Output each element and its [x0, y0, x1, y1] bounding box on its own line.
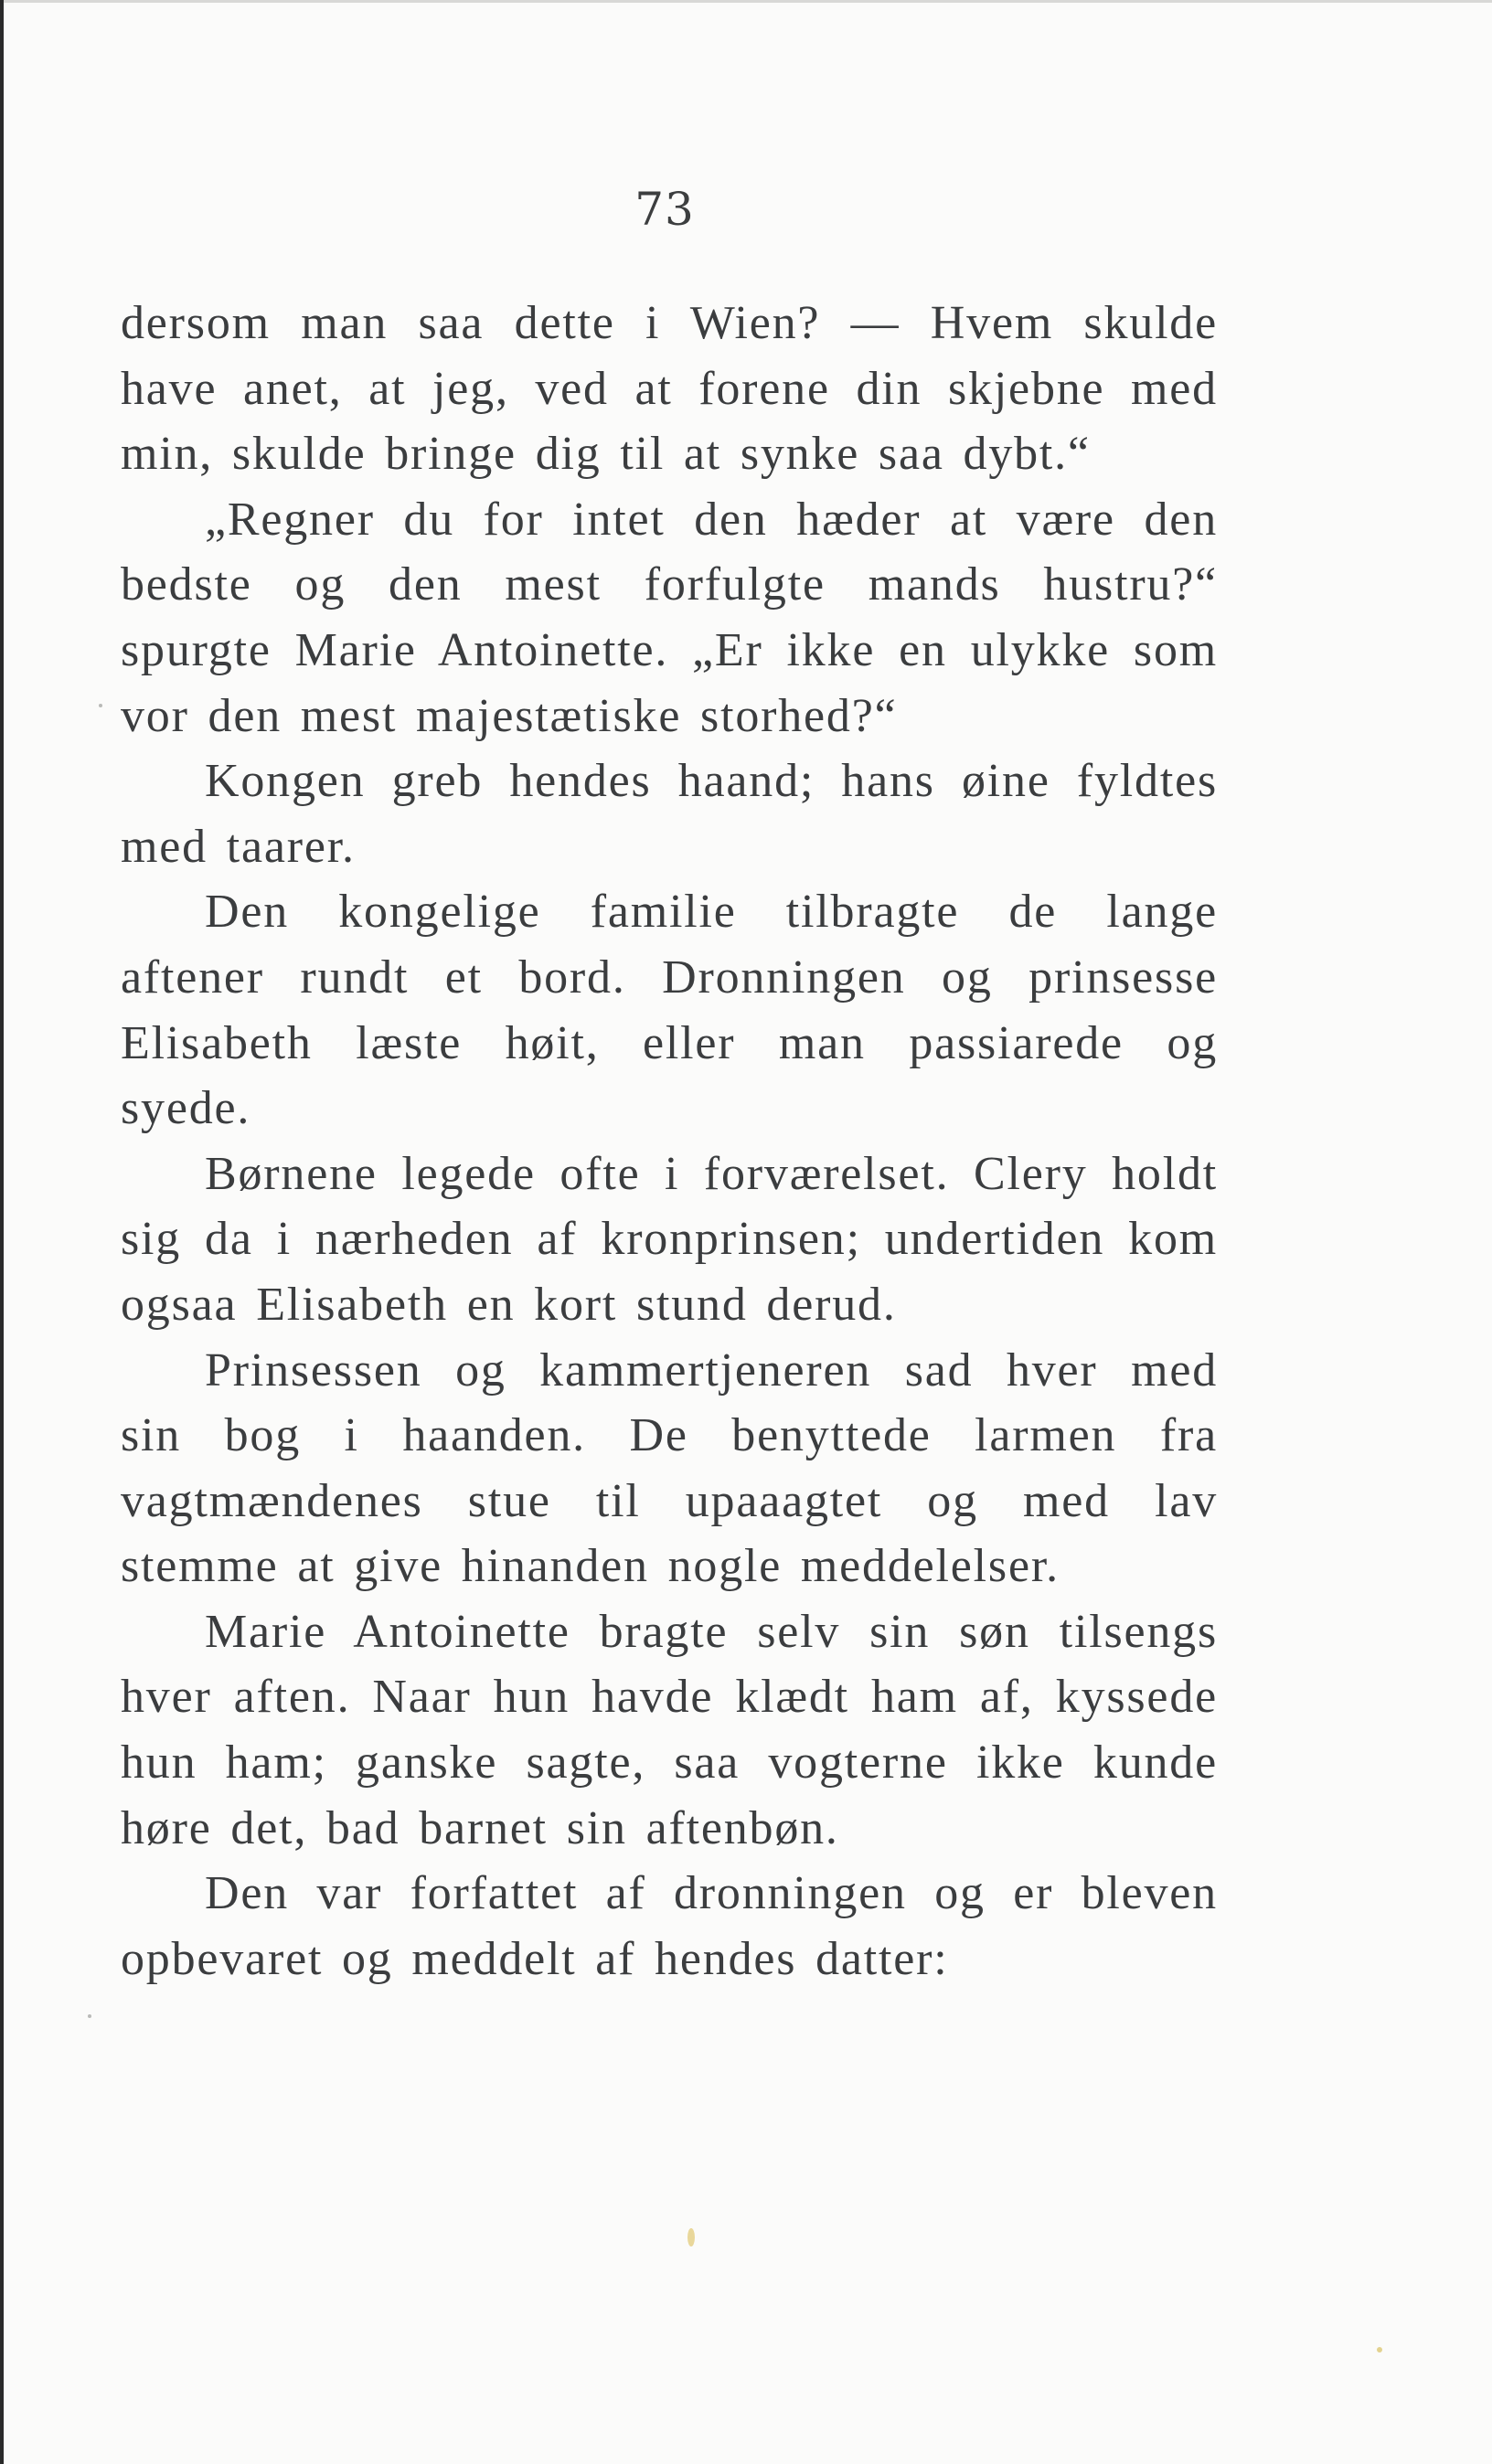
paragraph-7: Marie Antoinette bragte selv sin søn tilsengs hver aften. Naar hun havde klædt ham af, kyssede hun ham; ganske sagte, saa vogterne ikke kunde høre det, bad barnet sin aftenbøn.	[121, 1605, 1218, 1854]
paragraph-8: Den var forfattet af dronningen og er bleven opbevaret og meddelt af hendes datter:	[121, 1867, 1218, 1985]
paper-speck	[1377, 2347, 1382, 2352]
paragraph-5: Børnene legede ofte i forværelset. Clery holdt sig da i nærheden af kronprinsen; undertiden kom ogsaa Elisabeth en kort stund derud.	[121, 1147, 1218, 1331]
paragraph-2: „Regner du for intet den hæder at være den bedste og den mest forfulgte mands hustru?“ spurgte Marie Antoinette. „Er ikke en ulykke som vor den mest majestætiske storhed?“	[121, 493, 1218, 742]
body-text	[121, 291, 1218, 1991]
paper-speck	[88, 2014, 91, 2018]
paper-speck	[99, 704, 102, 707]
paragraph-4: Den kongelige familie tilbragte de lange aftener rundt et bord. Dronningen og prinsesse Elisabeth læste høit, eller man passiarede og syede.	[121, 886, 1218, 1135]
page-number: 73	[634, 183, 695, 236]
paragraph-6: Prinsessen og kammertjeneren sad hver med sin bog i haanden. De benyttede larmen fra vagtmændenes stue til upaaagtet og med lav stemme at give hinanden nogle meddelelser.	[121, 1344, 1218, 1593]
paper-speck	[687, 2228, 695, 2246]
paragraph-1: dersom man saa dette i Wien? — Hvem skulde have anet, at jeg, ved at forene din skjebne med min, skulde bringe dig til at synke saa dybt.“	[121, 297, 1218, 481]
paragraph-3: Kongen greb hendes haand; hans øine fyldtes med taarer.	[121, 755, 1218, 873]
